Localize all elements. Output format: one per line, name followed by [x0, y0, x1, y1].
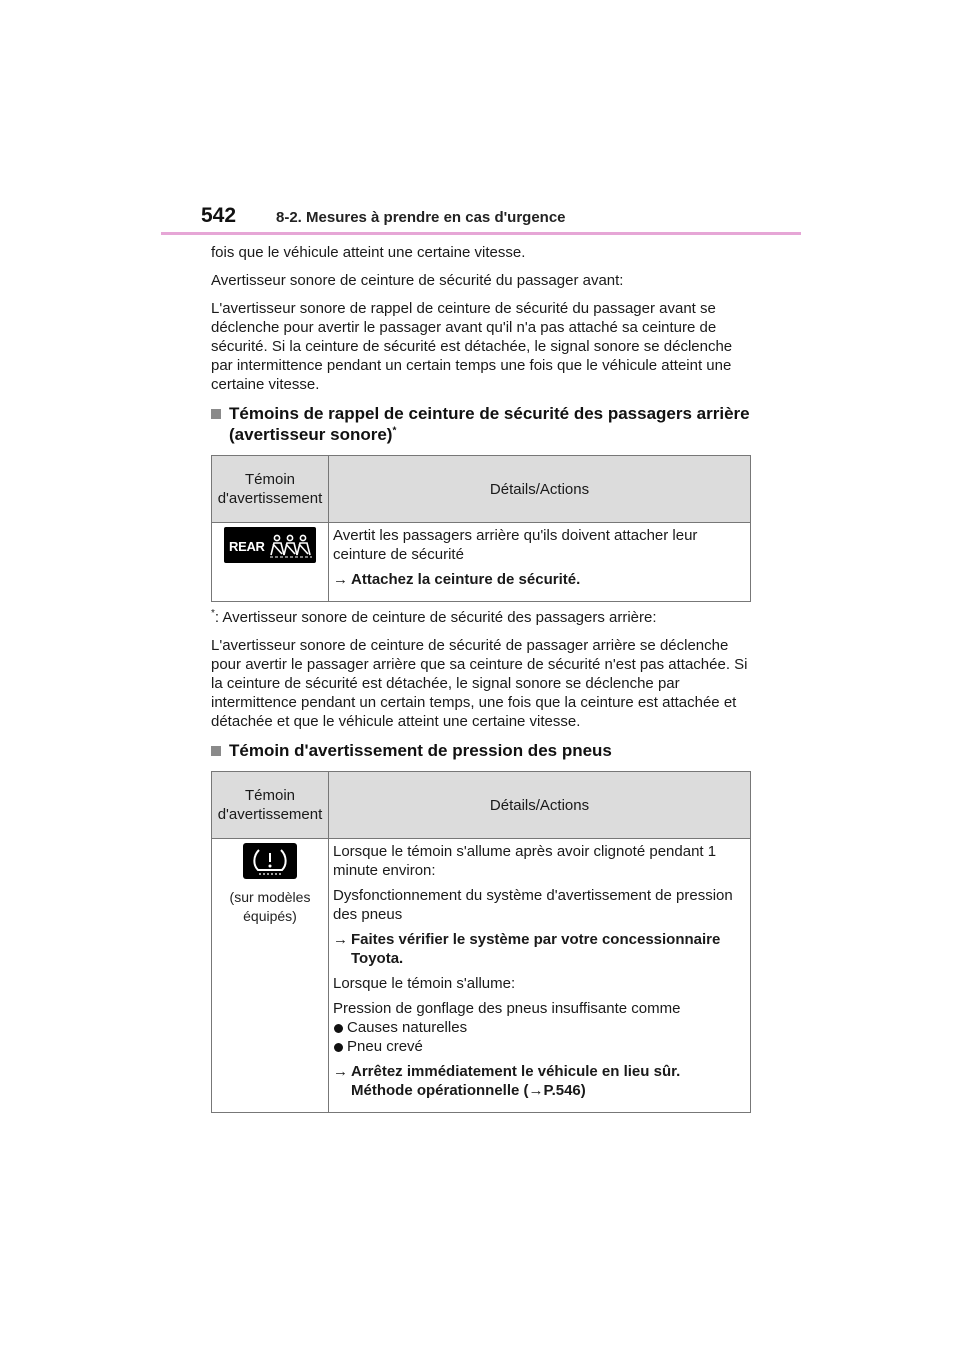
details-text-2: Dysfonctionnement du système d'avertissement de pression des pneus — [333, 887, 733, 923]
section-heading-rear-seatbelt — [211, 403, 756, 445]
intro-line-1: fois que le véhicule atteint une certaine vitesse. — [211, 244, 526, 261]
details-text-4: Pression de gonflage des pneus insuffisante comme — [333, 1000, 681, 1017]
column-header-indicator: Témoin d'avertissement — [212, 456, 329, 523]
table-header-row — [212, 456, 751, 523]
bullet-icon — [334, 1024, 343, 1033]
details-text-1: Lorsque le témoin s'allume après avoir clignoté pendant 1 minute environ: — [333, 843, 717, 879]
bullet-text: Causes naturelles — [347, 1019, 468, 1036]
rear-seatbelt-icon — [224, 527, 316, 563]
page-number: 542 — [201, 204, 237, 227]
heading-text: Témoins de rappel de ceinture de sécurité des passagers arrière (avertisseur sonore) — [229, 404, 750, 444]
details-text: Avertit les passagers arrière qu'ils doivent attacher leur ceinture de sécurité — [333, 527, 698, 563]
list-item — [333, 1037, 744, 1056]
action-item — [333, 570, 744, 589]
heading-text: Témoin d'avertissement de pression des pneus — [229, 741, 612, 760]
header-rule — [161, 232, 801, 235]
footnote — [211, 608, 756, 627]
tire-pressure-table — [211, 771, 751, 1113]
details-text-3: Lorsque le témoin s'allume: — [333, 975, 516, 992]
action-item-2 — [333, 1062, 744, 1100]
rear-seatbelt-table — [211, 455, 751, 602]
seatbelt-figures-icon — [224, 527, 316, 563]
heading-square-icon — [211, 746, 221, 756]
icon-note: (sur modèles équipés) — [229, 889, 311, 924]
page-content — [211, 243, 756, 1119]
rear-icon-label: REAR — [229, 539, 265, 554]
section-heading-tire-pressure — [211, 740, 756, 761]
tire-pressure-icon — [243, 843, 297, 879]
intro-paragraph: L'avertisseur sonore de rappel de ceinture de sécurité du passager avant se déclenche pour avertir le passager avant qu'il n'a pas attaché sa ceinture de sécurité. Si la ceinture de sécurité est détachée, le signal sonore se déclenche par intermittence pendant un certain temps une fois que le véhicule atteint une certaine vitesse. — [211, 300, 733, 393]
column-header-details: Détails/Actions — [329, 772, 751, 839]
intro-line-2: Avertisseur sonore de ceinture de sécurité du passager avant: — [211, 272, 624, 289]
list-item — [333, 1018, 744, 1037]
page-header — [201, 200, 801, 236]
heading-square-icon — [211, 409, 221, 419]
column-header-indicator: Témoin d'avertissement — [212, 772, 329, 839]
action-text: Faites vérifier le système par votre concessionnaire Toyota. — [351, 931, 721, 967]
bullet-text: Pneu crevé — [347, 1038, 423, 1055]
section-title: 8-2. Mesures à prendre en cas d'urgence — [276, 209, 566, 226]
tire-pressure-glyph — [243, 843, 297, 879]
arrow-icon: → — [333, 571, 348, 588]
footnote-mark: * — [211, 608, 215, 619]
arrow-icon: → — [333, 931, 348, 948]
action-text: Attachez la ceinture de sécurité. — [351, 571, 581, 588]
table-row — [212, 839, 751, 1113]
indicator-cell — [212, 839, 329, 1113]
arrow-icon: → — [333, 1063, 348, 1080]
details-cell — [329, 839, 751, 1113]
action-text: Arrêtez immédiatement le véhicule en lieu sûr. Méthode opérationnelle (→P.546) — [351, 1063, 681, 1099]
rear-seatbelt-paragraph: L'avertisseur sonore de ceinture de sécurité de passager arrière se déclenche pour avertir le passager arrière que sa ceinture de sécurité n'est pas attachée. Si la ceinture de sécurité est détachée, le signal sonore se déclenche par intermittence pendant un certain temps, une fois que la ceinture est attachée et détachée et que le véhicule atteint une certaine vitesse. — [211, 637, 748, 730]
action-item-1 — [333, 930, 744, 968]
table-header-row — [212, 772, 751, 839]
column-header-details: Détails/Actions — [329, 456, 751, 523]
footnote-text: : Avertisseur sonore de ceinture de sécurité des passagers arrière: — [214, 609, 657, 626]
table-row — [212, 523, 751, 602]
details-cell — [329, 523, 751, 602]
indicator-cell — [212, 523, 329, 602]
heading-footnote-mark: * — [392, 425, 397, 437]
bullet-icon — [334, 1043, 343, 1052]
